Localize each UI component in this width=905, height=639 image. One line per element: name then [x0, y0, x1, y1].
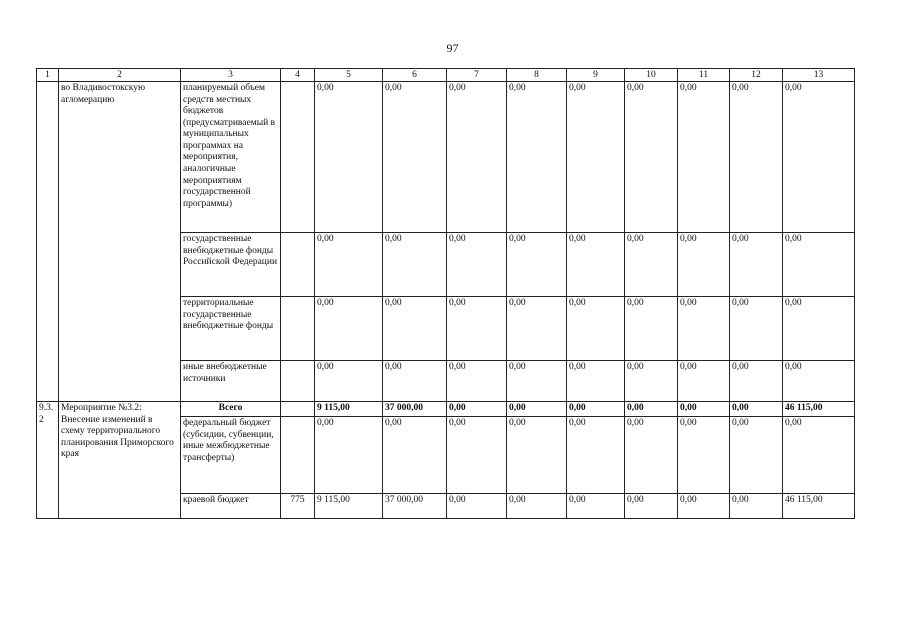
header-cell: 12: [730, 69, 783, 82]
value-cell: 0,00: [625, 82, 678, 233]
value-cell: 0,00: [730, 494, 783, 519]
value-cell: 0,00: [625, 297, 678, 361]
header-cell: 6: [383, 69, 447, 82]
value-cell: 0,00: [447, 402, 507, 417]
value-cell: 0,00: [625, 361, 678, 402]
code-cell: [281, 402, 315, 417]
measure-name-cell: Мероприятие №3.2: Внесение изменений в схему территориального планирования Приморского края: [59, 402, 181, 519]
value-cell: 0,00: [567, 297, 625, 361]
source-cell: государственные внебюджетные фонды Российской Федерации: [181, 233, 281, 297]
budget-table: [36, 68, 855, 519]
value-cell: 0,00: [678, 417, 730, 494]
value-cell: 0,00: [447, 417, 507, 494]
value-cell: 9 115,00: [315, 494, 383, 519]
value-cell: 0,00: [678, 402, 730, 417]
source-cell: Всего: [181, 402, 281, 417]
value-cell: 37 000,00: [383, 402, 447, 417]
code-cell: [281, 233, 315, 297]
code-cell: [281, 361, 315, 402]
value-cell: 0,00: [730, 297, 783, 361]
value-cell: 0,00: [507, 417, 567, 494]
value-cell: 0,00: [567, 82, 625, 233]
header-cell: 9: [567, 69, 625, 82]
measure-number-cell: [37, 82, 59, 402]
code-cell: 775: [281, 494, 315, 519]
header-cell: 8: [507, 69, 567, 82]
source-cell: планируемый объем средств местных бюджетов (предусматриваемый в муниципальных программах на мероприятия, аналогичные мероприятиям государственной программы): [181, 82, 281, 233]
source-cell: краевой бюджет: [181, 494, 281, 519]
page-number: 97: [446, 41, 459, 55]
value-cell: 0,00: [678, 82, 730, 233]
value-cell: 0,00: [567, 233, 625, 297]
value-cell: 0,00: [507, 361, 567, 402]
measure-number-cell: 9.3.2: [37, 402, 59, 519]
value-cell: 0,00: [567, 417, 625, 494]
header-cell: 10: [625, 69, 678, 82]
value-cell: 0,00: [730, 417, 783, 494]
header-cell: 1: [37, 69, 59, 82]
value-cell: 0,00: [383, 233, 447, 297]
value-cell: 0,00: [730, 361, 783, 402]
value-cell: 0,00: [315, 297, 383, 361]
value-cell: 0,00: [783, 297, 855, 361]
value-cell: 46 115,00: [783, 402, 855, 417]
value-cell: 0,00: [507, 402, 567, 417]
value-cell: 0,00: [507, 82, 567, 233]
header-cell: 5: [315, 69, 383, 82]
header-cell: 13: [783, 69, 855, 82]
value-cell: 0,00: [678, 494, 730, 519]
value-cell: 0,00: [783, 233, 855, 297]
source-cell: территориальные государственные внебюджетные фонды: [181, 297, 281, 361]
value-cell: 0,00: [315, 361, 383, 402]
value-cell: 0,00: [447, 494, 507, 519]
value-cell: 0,00: [730, 82, 783, 233]
value-cell: 0,00: [625, 402, 678, 417]
source-cell: федеральный бюджет (субсидии, субвенции, иные межбюджетные трансферты): [181, 417, 281, 494]
code-cell: [281, 417, 315, 494]
value-cell: 0,00: [567, 402, 625, 417]
value-cell: 37 000,00: [383, 494, 447, 519]
header-cell: 4: [281, 69, 315, 82]
value-cell: 9 115,00: [315, 402, 383, 417]
header-cell: 2: [59, 69, 181, 82]
value-cell: 0,00: [730, 402, 783, 417]
value-cell: 0,00: [507, 297, 567, 361]
header-cell: 11: [678, 69, 730, 82]
value-cell: 0,00: [315, 233, 383, 297]
value-cell: 0,00: [625, 417, 678, 494]
value-cell: 0,00: [567, 361, 625, 402]
value-cell: 0,00: [383, 417, 447, 494]
value-cell: 0,00: [730, 233, 783, 297]
value-cell: 46 115,00: [783, 494, 855, 519]
code-cell: [281, 297, 315, 361]
source-cell: иные внебюджетные источники: [181, 361, 281, 402]
value-cell: 0,00: [447, 361, 507, 402]
value-cell: 0,00: [625, 494, 678, 519]
value-cell: 0,00: [383, 297, 447, 361]
value-cell: 0,00: [678, 361, 730, 402]
value-cell: 0,00: [315, 82, 383, 233]
header-row: [37, 69, 855, 82]
value-cell: 0,00: [567, 494, 625, 519]
value-cell: 0,00: [783, 82, 855, 233]
value-cell: 0,00: [783, 361, 855, 402]
value-cell: 0,00: [315, 417, 383, 494]
value-cell: 0,00: [383, 361, 447, 402]
value-cell: 0,00: [625, 233, 678, 297]
value-cell: 0,00: [383, 82, 447, 233]
value-cell: 0,00: [507, 233, 567, 297]
value-cell: 0,00: [678, 297, 730, 361]
measure-name-cell: во Владивостокскую агломерацию: [59, 82, 181, 402]
header-cell: 7: [447, 69, 507, 82]
value-cell: 0,00: [447, 297, 507, 361]
value-cell: 0,00: [507, 494, 567, 519]
value-cell: 0,00: [783, 417, 855, 494]
value-cell: 0,00: [678, 233, 730, 297]
table-row-total: [37, 402, 855, 417]
value-cell: 0,00: [447, 82, 507, 233]
table-row: [37, 82, 855, 233]
code-cell: [281, 82, 315, 233]
header-cell: 3: [181, 69, 281, 82]
value-cell: 0,00: [447, 233, 507, 297]
